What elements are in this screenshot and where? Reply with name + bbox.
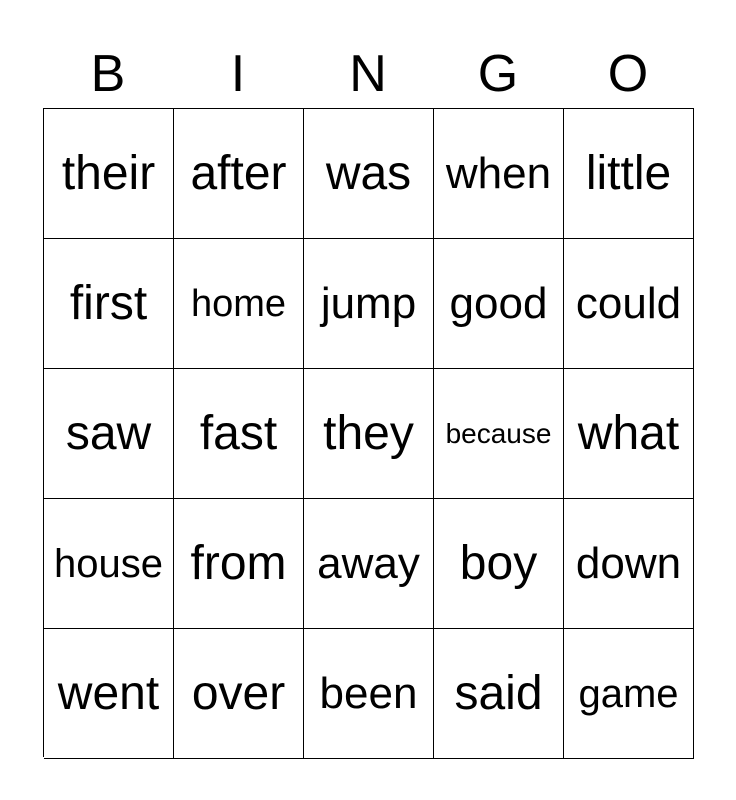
bingo-cell[interactable]: little bbox=[564, 109, 694, 239]
bingo-cell[interactable]: after bbox=[174, 109, 304, 239]
bingo-cell[interactable]: said bbox=[434, 629, 564, 759]
bingo-cell[interactable]: from bbox=[174, 499, 304, 629]
bingo-cell[interactable]: went bbox=[44, 629, 174, 759]
bingo-cell[interactable]: their bbox=[44, 109, 174, 239]
header-letter-o: O bbox=[607, 45, 649, 103]
bingo-cell[interactable]: fast bbox=[174, 369, 304, 499]
bingo-cell[interactable]: been bbox=[304, 629, 434, 759]
bingo-cell[interactable]: because bbox=[434, 369, 564, 499]
header-letter-b: B bbox=[90, 45, 126, 103]
header-letter-n: N bbox=[349, 45, 387, 103]
bingo-cell[interactable]: could bbox=[564, 239, 694, 369]
bingo-cell[interactable]: boy bbox=[434, 499, 564, 629]
bingo-cell[interactable]: home bbox=[174, 239, 304, 369]
bingo-cell[interactable]: jump bbox=[304, 239, 434, 369]
bingo-cell[interactable]: over bbox=[174, 629, 304, 759]
bingo-cell[interactable]: house bbox=[44, 499, 174, 629]
header-letter-i: I bbox=[230, 45, 246, 103]
bingo-header bbox=[43, 40, 693, 108]
bingo-cell[interactable]: saw bbox=[44, 369, 174, 499]
bingo-cell[interactable]: down bbox=[564, 499, 694, 629]
bingo-cell[interactable]: first bbox=[44, 239, 174, 369]
header-letter-g: G bbox=[477, 45, 519, 103]
bingo-cell[interactable]: away bbox=[304, 499, 434, 629]
bingo-cell[interactable]: was bbox=[304, 109, 434, 239]
bingo-board bbox=[43, 108, 694, 757]
bingo-cell[interactable]: when bbox=[434, 109, 564, 239]
bingo-cell[interactable]: game bbox=[564, 629, 694, 759]
bingo-cell[interactable]: they bbox=[304, 369, 434, 499]
bingo-cell[interactable]: what bbox=[564, 369, 694, 499]
bingo-cell[interactable]: good bbox=[434, 239, 564, 369]
